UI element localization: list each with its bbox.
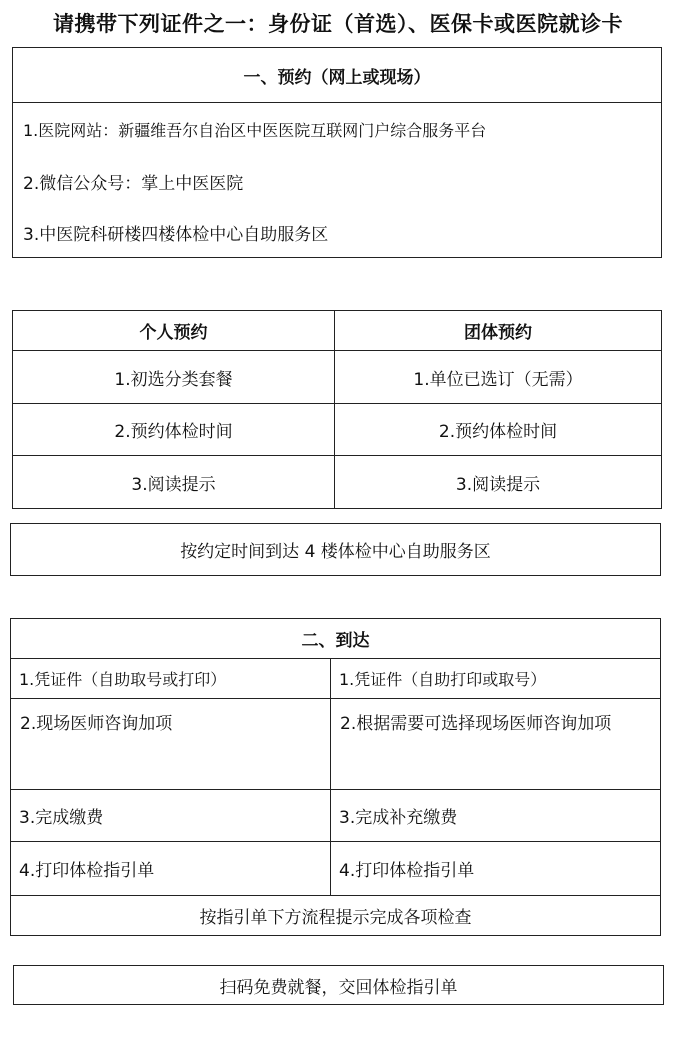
- table-cell: 3.阅读提示: [12, 455, 335, 509]
- arrival-note: 按约定时间到达 4 楼体检中心自助服务区: [10, 523, 661, 576]
- section-arrival-title: 二、到达: [10, 618, 661, 659]
- booking-type-table: [12, 310, 662, 509]
- booking-method-wechat: 2.微信公众号：掌上中医医院: [23, 174, 244, 194]
- header-group-booking: 团体预约: [334, 310, 662, 351]
- table-cell: 2.预约体检时间: [12, 403, 335, 456]
- cell-text: 2.现场医师咨询加项: [20, 714, 173, 734]
- booking-method-onsite: 3.中医院科研楼四楼体检中心自助服务区: [23, 225, 329, 245]
- section-booking-title: 一、预约（网上或现场）: [13, 48, 661, 103]
- table-cell: 4.打印体检指引单: [330, 841, 661, 896]
- page-title: 请携带下列证件之一：身份证（首选）、医保卡或医院就诊卡: [53, 12, 623, 36]
- table-cell: 3.完成缴费: [10, 789, 331, 842]
- booking-method-website: 1.医院网站：新疆维吾尔自治区中医医院互联网门户综合服务平台: [23, 121, 487, 140]
- table-cell: 1.凭证件（自助取号或打印）: [10, 658, 331, 699]
- table-cell: 1.初选分类套餐: [12, 350, 335, 404]
- header-personal-booking: 个人预约: [12, 310, 335, 351]
- table-cell: 3.阅读提示: [334, 455, 662, 509]
- section-arrival-footer: 按指引单下方流程提示完成各项检查: [10, 895, 661, 936]
- table-cell: 4.打印体检指引单: [10, 841, 331, 896]
- final-note: 扫码免费就餐，交回体检指引单: [13, 965, 664, 1005]
- section-booking-methods: [12, 47, 662, 258]
- cell-text: 2.根据需要可选择现场医师咨询加项: [340, 714, 612, 734]
- table-cell: [330, 698, 661, 790]
- table-cell: 1.单位已选订（无需）: [334, 350, 662, 404]
- table-cell: 1.凭证件（自助打印或取号）: [330, 658, 661, 699]
- section-arrival-table: [10, 618, 661, 936]
- table-cell: 2.预约体检时间: [334, 403, 662, 456]
- table-cell: 3.完成补充缴费: [330, 789, 661, 842]
- table-cell: [10, 698, 331, 790]
